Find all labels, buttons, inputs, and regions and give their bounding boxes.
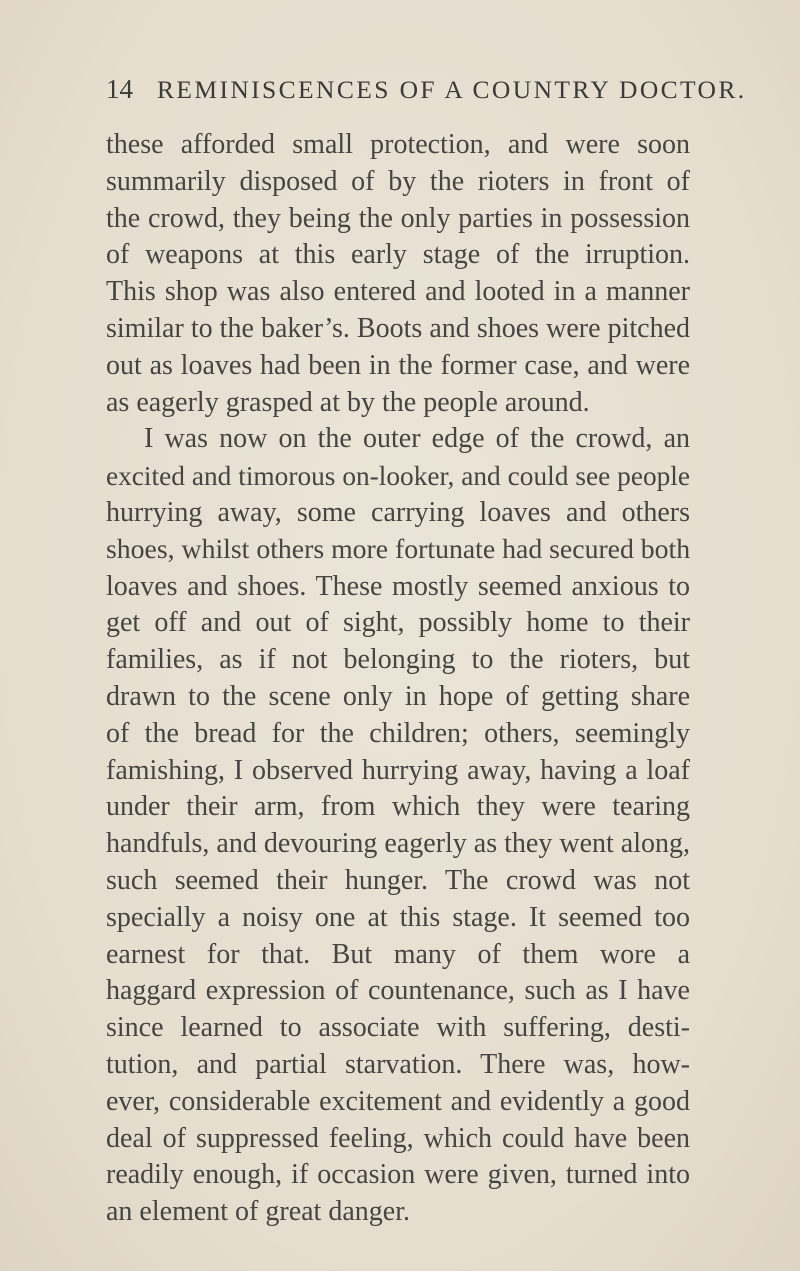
text-line: families, as if not belonging to the rioters, but [106, 644, 690, 676]
running-title: REMINISCENCES OF A COUNTRY DOCTOR. [157, 75, 747, 104]
text-line: I was now on the outer edge of the crowd, an [144, 423, 690, 455]
page-number: 14 [106, 74, 133, 104]
text-line: similar to the baker’s. Boots and shoes were pitched [106, 312, 690, 344]
text-line: drawn to the scene only in hope of getting share [106, 680, 690, 712]
text-line: deal of suppressed feeling, which could have been [106, 1122, 690, 1154]
text-line: shoes, whilst others more fortunate had secured both [106, 533, 690, 565]
text-line: as eagerly grasped at by the people around. [106, 386, 590, 418]
text-line: hurrying away, some carrying loaves and others [106, 496, 690, 528]
text-line: earnest for that. But many of them wore a [106, 938, 690, 970]
text-line: these afforded small protection, and were soon [106, 129, 690, 160]
text-line: loaves and shoes. These mostly seemed anxious to [106, 570, 690, 602]
text-line: handfuls, and devouring eagerly as they went along, [106, 828, 690, 860]
text-line: such seemed their hunger. The crowd was not [106, 864, 690, 896]
text-line: excited and timorous on-looker, and could see people [106, 461, 690, 492]
text-line: famishing, I observed hurrying away, having a loaf [106, 754, 690, 786]
text-line: get off and out of sight, possibly home to their [106, 607, 690, 639]
text-line: ever, considerable excitement and evidently a good [106, 1085, 690, 1117]
text-line: specially a noisy one at this stage. It seemed too [106, 901, 690, 933]
text-line: of the bread for the children; others, seemingly [106, 717, 690, 749]
text-line: an element of great danger. [106, 1196, 410, 1228]
text-line: under their arm, from which they were tearing [106, 791, 690, 823]
running-header [106, 74, 747, 105]
text-line: readily enough, if occasion were given, turned into [106, 1159, 690, 1191]
text-line: tution, and partial starvation. There was, how- [106, 1048, 690, 1080]
text-line: out as loaves had been in the former case, and were [106, 349, 690, 381]
text-line: summarily disposed of by the rioters in front of [106, 165, 690, 197]
body-text [106, 127, 690, 1231]
text-line: haggard expression of countenance, such as I have [106, 975, 690, 1007]
text-line: the crowd, they being the only parties in possession [106, 202, 690, 234]
text-line: since learned to associate with suffering, desti- [106, 1012, 690, 1044]
text-line: of weapons at this early stage of the irruption. [106, 239, 690, 271]
text-line: This shop was also entered and looted in a manner [106, 276, 690, 308]
